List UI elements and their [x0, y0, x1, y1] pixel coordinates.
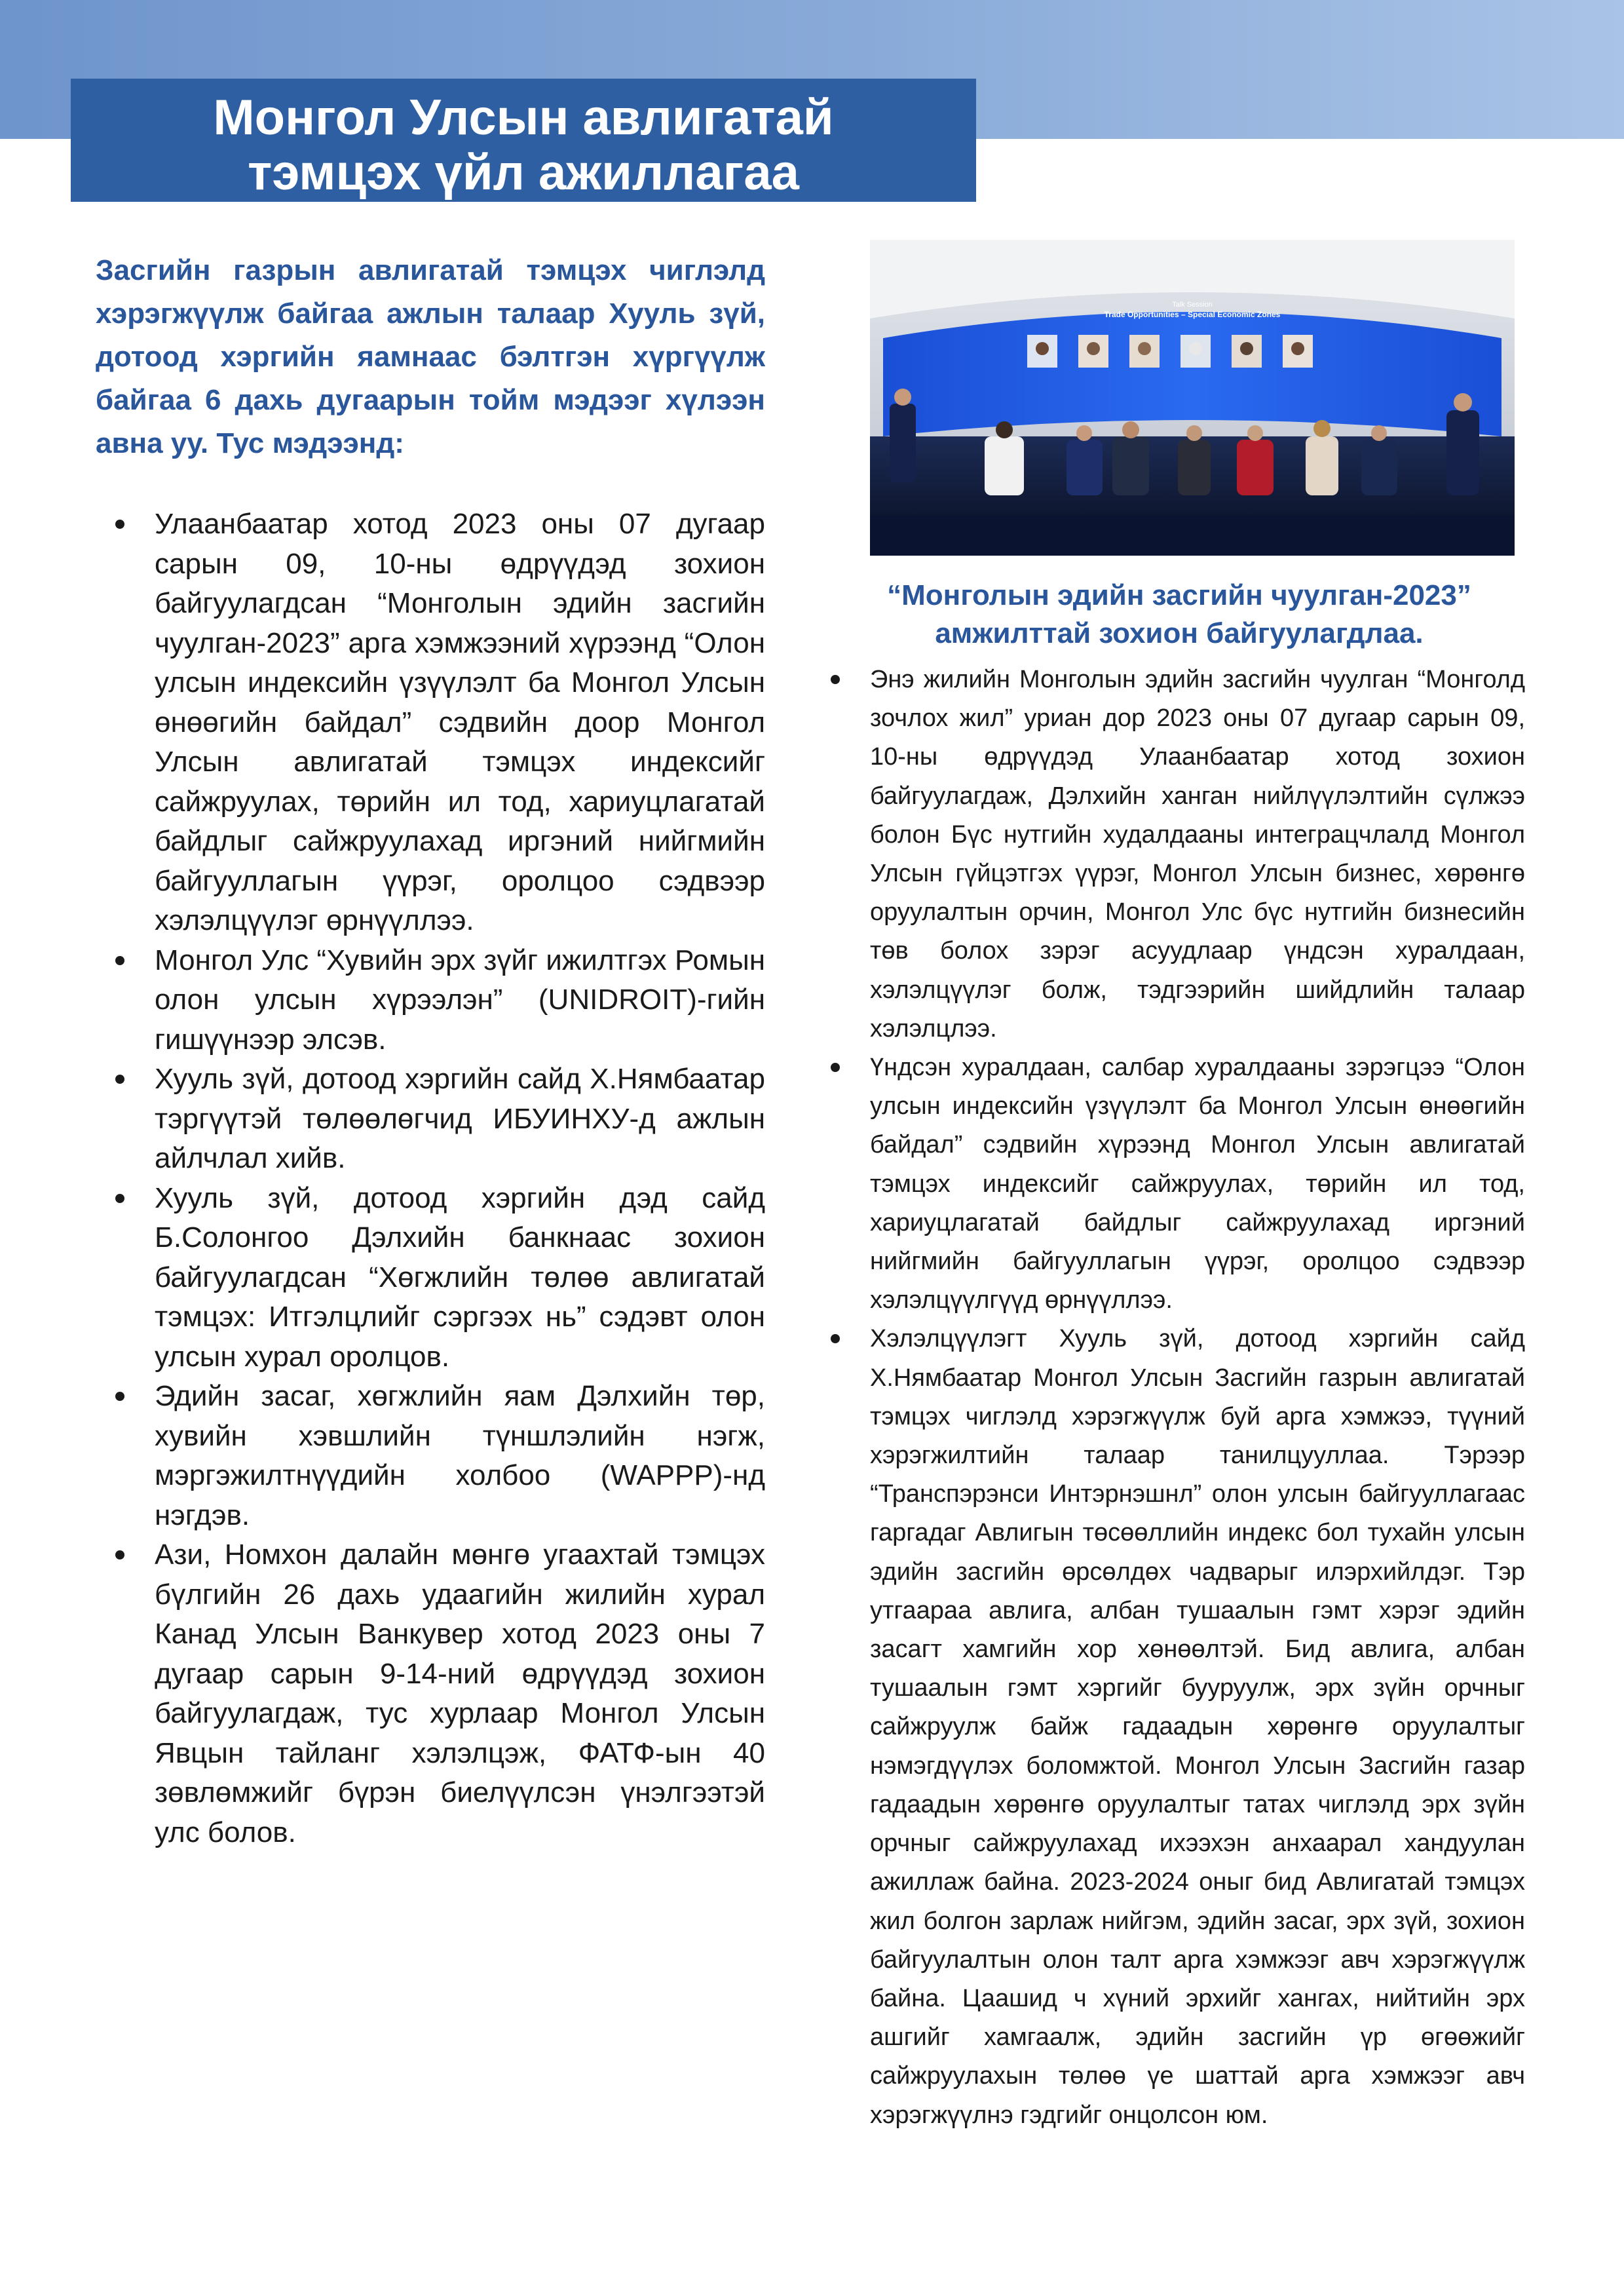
bullet-icon [115, 520, 124, 529]
bullet-icon [115, 1392, 124, 1401]
list-item-text: Ази, Номхон далайн мөнгө угаахтай тэмцэх бүлгийн 26 дахь удаагийн жилийн хурал Канад Улсын Ванкувер хотод 2023 оны 7 дугаар сарын 9-14-ний өдрүүдэд зохион байгуулагдаж, тус хурлаар Монгол Улсын Явцын тайланг хэлэлцэж, ФАТФ-ын 40 зөвлөмжийг бүрэн биелүүлсэн үнэлгээтэй улс болов. [155, 1539, 765, 1848]
bullet-icon [115, 1550, 124, 1559]
conference-illustration [870, 240, 1515, 556]
photo-caption: “Монголын эдийн засгийн чуулган-2023” амжилттай зохион байгуулагдлаа. [887, 579, 1471, 649]
list-item [96, 1060, 765, 1179]
bullet-icon [831, 1063, 840, 1072]
left-bullet-list [96, 505, 765, 1852]
list-item-text: Хууль зүй, дотоод хэргийн дэд сайд Б.Солонгоо Дэлхийн банкнаас зохион байгуулагдсан “Хөгжлийн төлөө авлигатай тэмцэх: Итгэлцлийг сэргээх нь” сэдэвт олон улсын хурал оролцов. [155, 1181, 765, 1373]
intro-paragraph: Засгийн газрын авлигатай тэмцэх чиглэлд хэрэгжүүлж байгаа ажлын талаар Хууль зүй, дотоод хэргийн яамнаас бэлтгэн хүргүүлж байгаа 6 дахь дугаарын тойм мэдээг хүлээн авна уу. Тус мэдээнд: [96, 254, 765, 459]
bullet-icon [115, 1075, 124, 1084]
list-item [96, 1179, 765, 1377]
list-item [824, 1048, 1525, 1320]
bullet-icon [831, 1334, 840, 1343]
list-item-text: Хэлэлцүүлэгт Хууль зүй, дотоод хэргийн сайд Х.Нямбаатар Монгол Улсын Засгийн газрын авлигатай тэмцэх чиглэлд хэрэгжүүлж буй арга хэмжээ, түүний хэрэгжилтийн талаар танилцууллаа. Тэрээр “Транспэрэнси Интэрнэшнл” олон улсын байгууллагаас гаргадаг Авлигын төсөөллийн индекс бол тухайн улсын эдийн засгийн өрсөлдөх чадварыг илэрхийлдэг. Тэр утгаараа авлига, албан тушаалын гэмт хэрэг эдийн засагт хамгийн хор хөнөөлтэй. Бид авлига, албан тушаалын гэмт хэргийг бууруулж, эрх зүйн орчныг сайжруулж байж гадаадын хөрөнгө оруулалтыг нэмэгдүүлэх боломжтой. Монгол Улсын Засгийн газар гадаадын хөрөнгө оруулалтыг татах чиглэлд эрх зүйн орчныг сайжруулахад ихээхэн анхаарал хандуулан ажиллаж байна. 2023-2024 оныг бид Авлигатай тэмцэх жил болгон зарлаж нийгэм, эдийн засаг, эрх зүй, зохион байгуулалтын олон талт арга хэмжээг авч хэрэгжүүлж байна. Цаашид ч хүний эрхийг хангах, нийтийн эрх ашгийг хамгаалж, эдийн засгийн үр өгөөжийг сайжруулахын төлөө үе шаттай арга хэмжээг авч хэрэгжүүлнэ гэдгийг онцолсон юм. [870, 1325, 1525, 2129]
bullet-icon [115, 956, 124, 965]
bullet-icon [115, 1194, 124, 1203]
list-item [96, 1377, 765, 1535]
title-banner [71, 79, 976, 202]
list-item-text: Үндсэн хуралдаан, салбар хуралдааны зэрэгцээ “Олон улсын индексийн үзүүлэлт ба Монгол Улсын өнөөгийн байдал” сэдвийн хүрээнд Монгол Улсын авлигатай тэмцэх индексийг сайжруулах, төрийн ил тод, хариуцлагатай байдлыг сайжруулахад иргэний нийгмийн байгууллагын үүрэг, оролцоо сэдвээр хэлэлцүүлгүүд өрнүүллээ. [870, 1054, 1525, 1314]
list-item [824, 1320, 1525, 2134]
screen-subtitle: Talk Session [1172, 301, 1213, 309]
list-item [96, 505, 765, 941]
screen-title: Trade Opportunities – Special Economic Zones [1104, 310, 1281, 319]
conference-photo [870, 240, 1515, 556]
list-item [96, 941, 765, 1060]
list-item-text: Монгол Улс “Хувийн эрх зүйг ижилтгэх Ромын олон улсын хүрээлэн” (UNIDROIT)-гийн гишүүнээр элсэв. [155, 944, 765, 1056]
list-item-text: Эдийн засаг, хөгжлийн яам Дэлхийн төр, хувийн хэвшлийн түншлэлийн нэгж, мэргэжилтнүүдийн холбоо (WAPPP)-нд нэгдэв. [155, 1380, 765, 1531]
list-item-text: Энэ жилийн Монголын эдийн засгийн чуулган “Монголд зочлох жил” уриан дор 2023 оны 07 дугаар сарын 09, 10-ны өдрүүдэд Улаанбаатар хотод зохион байгуулагдаж, Дэлхийн ханган нийлүүлэлтийн сүлжээ болон Бүс нутгийн худалдааны интеграцчлалд Монгол Улсын гүйцэтгэх үүрэг, Монгол Улсын бизнес, хөрөнгө оруулалтын орчин, Монгол Улс бүс нутгийн бизнесийн төв болох зэрэг асуудлаар үндсэн хуралдаан, хэлэлцүүлэг болж, тэдгээрийн шийдлийн талаар хэлэлцлээ. [870, 666, 1525, 1043]
list-item-text: Улаанбаатар хотод 2023 оны 07 дугаар сарын 09, 10-ны өдрүүдэд зохион байгуулагдсан “Монголын эдийн засгийн чуулган-2023” арга хэмжээний хүрээнд “Олон улсын индексийн үзүүлэлт ба Монгол Улсын өнөөгийн байдал” сэдвийн доор Монгол Улсын авлигатай тэмцэх индексийг сайжруулах, төрийн ил тод, хариуцлагатай байдлыг сайжруулахад иргэний нийгмийн байгууллагын үүрэг, оролцоо сэдвээр хэлэлцүүлэг өрнүүллээ. [155, 508, 765, 936]
bullet-icon [831, 675, 840, 684]
page-title-line-2: тэмцэх үйл ажиллагаа [248, 145, 799, 201]
page-title-line-1: Монгол Улсын авлигатай [213, 90, 834, 145]
right-bullet-list [824, 660, 1525, 2135]
list-item-text: Хууль зүй, дотоод хэргийн сайд Х.Нямбаатар тэргүүтэй төлөөлөгчид ИБУИНХУ-д ажлын айлчлал хийв. [155, 1063, 765, 1174]
list-item [824, 660, 1525, 1048]
list-item [96, 1535, 765, 1852]
